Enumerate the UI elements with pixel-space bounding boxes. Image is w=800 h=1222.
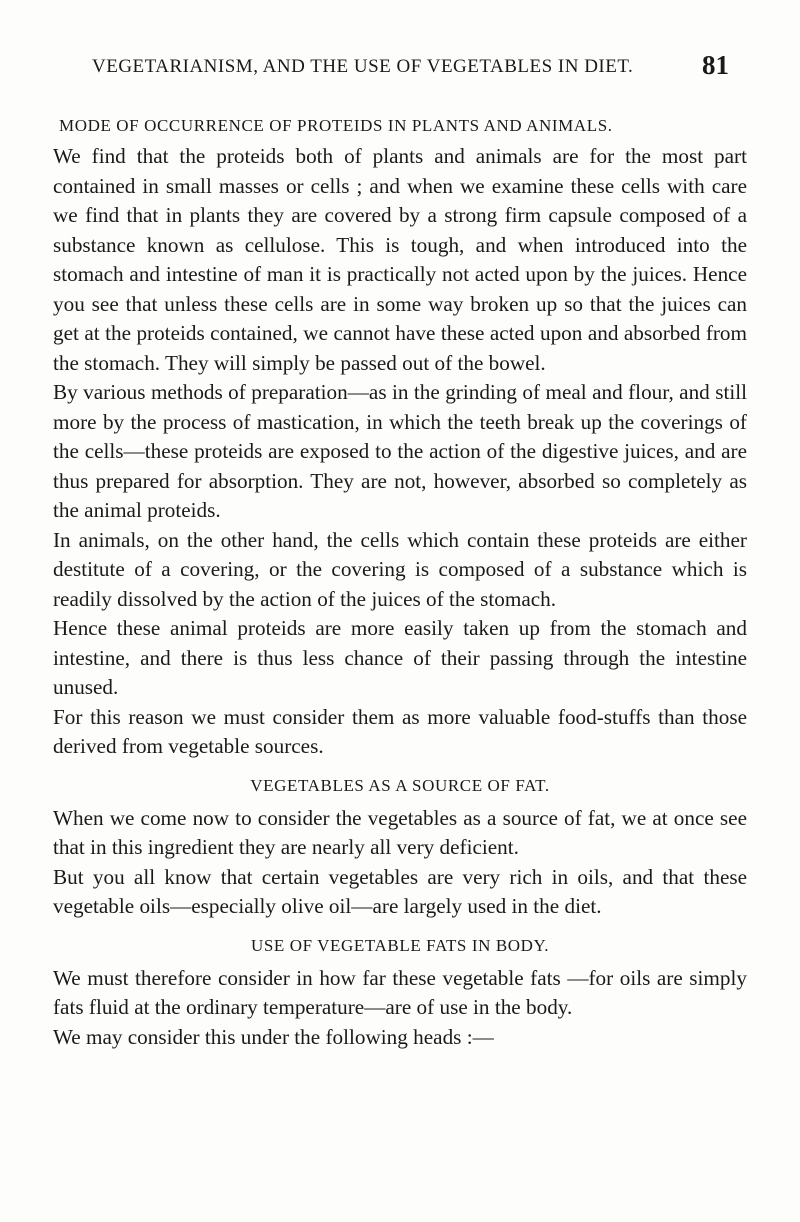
spacer — [53, 762, 747, 770]
paragraph: We find that the proteids both of plants and animals are for the most part contained in small masses or cells ; and when we examine these cells with care we find that in plants they are covered by a strong firm capsule composed of a substance known as cellulose. This is tough, and when introduced into the stomach and intestine of man it is practically not acted upon by the juices. Hence you see that unless these cells are in some way broken up so that the juices can get at the proteids contained, we cannot have these acted upon and absorbed from the stomach. They will simply be passed out of the bowel. — [53, 144, 747, 375]
section-heading-fat: VEGETABLES AS A SOURCE OF FAT. — [250, 775, 550, 795]
page-number: 81 — [702, 50, 729, 80]
spacer — [53, 922, 747, 930]
paragraph: In animals, on the other hand, the cells which contain these proteids are either destitute of a covering, or the covering is composed of a substance which is readily dissolved by the action of the juices of the stomach. — [53, 527, 747, 611]
running-head: VEGETARIANISM, AND THE USE OF VEGETABLES IN DIET. — [92, 56, 634, 77]
section-heading-vegetable-fats: USE OF VEGETABLE FATS IN BODY. — [250, 935, 550, 955]
paragraph: For this reason we must consider them as more valuable food-stuffs than those derived from vegetable sources. — [53, 704, 747, 758]
page-body — [53, 114, 747, 1052]
paragraph: When we come now to consider the vegetables as a source of fat, we at once see that in this ingredient they are nearly all very deficient. — [53, 805, 747, 859]
paragraph: We must therefore consider in how far these vegetable fats —for oils are simply fats fluid at the ordinary temperature—are of use in the body. — [53, 965, 747, 1019]
paragraph: We may consider this under the following heads :— — [53, 1024, 494, 1049]
paragraph: But you all know that certain vegetables are very rich in oils, and that these vegetable oils—especially olive oil—are largely used in the diet. — [53, 864, 747, 918]
paragraph: By various methods of preparation—as in the grinding of meal and flour, and still more by the process of mastication, in which the teeth break up the coverings of the cells—these proteids are exposed to the action of the digestive juices, and are thus prepared for absorption. They are not, however, absorbed so completely as the animal proteids. — [53, 380, 747, 522]
section-heading-proteids: MODE OF OCCURRENCE OF PROTEIDS IN PLANTS AND ANIMALS. — [59, 116, 613, 135]
paragraph: Hence these animal proteids are more easily taken up from the stomach and intestine, and there is thus less chance of their passing through the intestine unused. — [53, 616, 747, 699]
